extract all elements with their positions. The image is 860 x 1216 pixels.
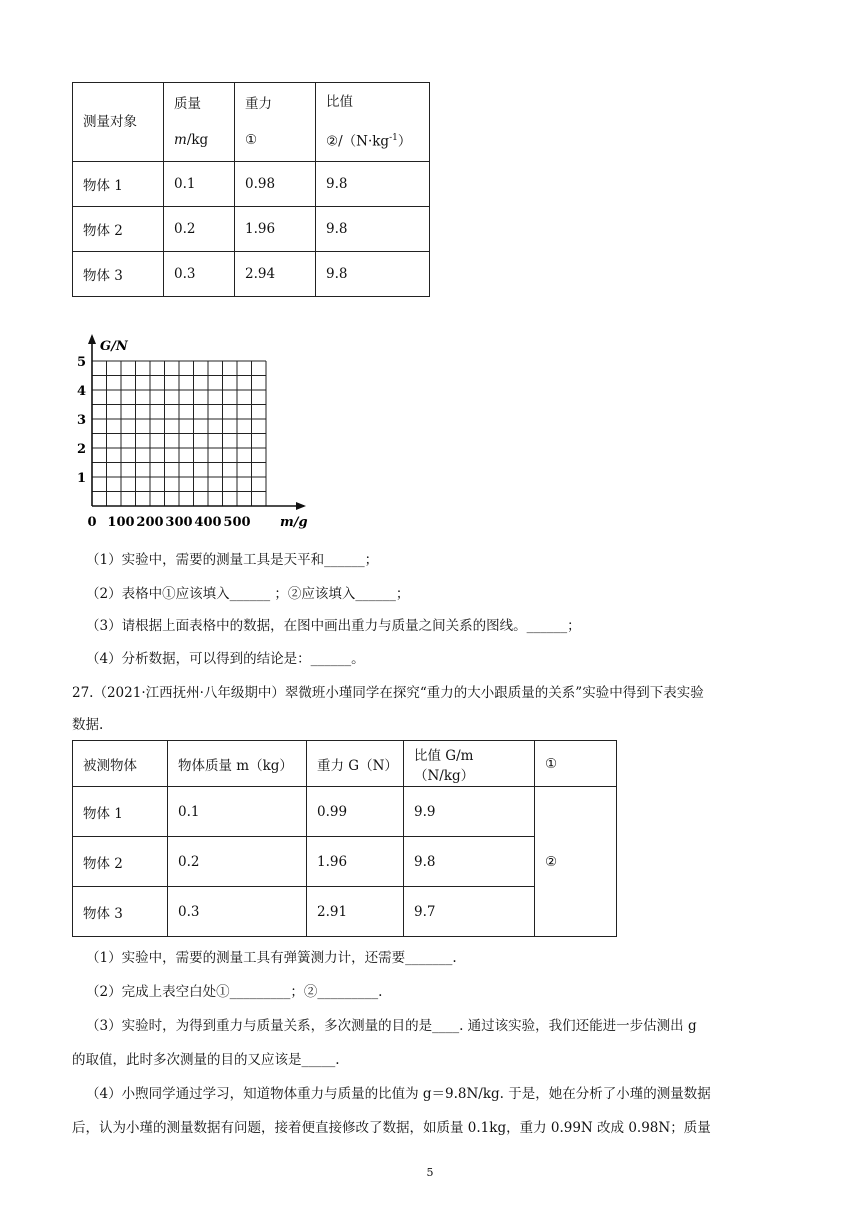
table-cell: 0.1 <box>164 162 235 207</box>
header-cell: 被测物体 <box>73 741 168 787</box>
y-axis-label: G/N <box>100 339 128 354</box>
header-cell: ① <box>535 741 617 787</box>
q26-line-3: （3）请根据上面表格中的数据，在图中画出重力与质量之间关系的图线。______； <box>86 618 581 634</box>
q26-line-4: （4）分析数据，可以得到的结论是：______。 <box>86 651 365 667</box>
header-cell: 重力 G（N） <box>307 741 404 787</box>
header-cell <box>316 83 430 162</box>
header-text: ① <box>245 132 258 148</box>
x-tick-label: 0 <box>87 515 97 530</box>
q27-title: 27.（2021·江西抚州·八年级期中）翠微班小瑾同学在探究“重力的大小跟质量的关系”实验中得到下表实验 <box>72 685 704 701</box>
mass-symbol: m <box>174 132 187 148</box>
table-row <box>73 787 617 837</box>
table-cell: 物体 2 <box>73 837 168 887</box>
x-tick-label: 100 <box>107 515 135 530</box>
header-text <box>326 120 419 160</box>
y-tick-label: 5 <box>76 355 86 370</box>
y-tick-label: 4 <box>76 384 86 399</box>
table-cell: 0.98 <box>235 162 316 207</box>
table-cell: 2.94 <box>235 252 316 297</box>
header-sup: -1 <box>389 133 398 144</box>
merged-cell: ② <box>535 787 617 937</box>
header-text <box>174 122 224 158</box>
header-text: 比值 <box>326 94 353 111</box>
q27-line-3-cont: 的取值，此时多次测量的目的又应该是_____. <box>72 1052 340 1068</box>
table-cell: 9.8 <box>404 837 535 887</box>
header-cell <box>164 83 235 162</box>
q26-line-2: （2）表格中①应该填入______ ；②应该填入______； <box>86 586 410 602</box>
header-cell <box>235 83 316 162</box>
table-cell: 9.8 <box>316 207 430 252</box>
chart-grid <box>92 361 266 506</box>
q27-line-3: （3）实验时，为得到重力与质量关系，多次测量的目的是____. 通过该实验，我们还能进一步估测出 g <box>86 1018 697 1034</box>
table-cell: 物体 1 <box>73 787 168 837</box>
table-cell: 0.3 <box>168 887 307 937</box>
header-text: 重力 <box>245 96 272 112</box>
y-axis-arrow <box>88 334 96 344</box>
table-cell: 9.9 <box>404 787 535 837</box>
x-axis-label: m/g <box>280 515 308 530</box>
x-tick-label: 300 <box>165 515 193 530</box>
table-cell: 9.8 <box>316 252 430 297</box>
grid-chart <box>72 330 322 532</box>
y-tick-label: 2 <box>76 442 86 457</box>
q26-line-1: （1）实验中，需要的测量工具是天平和______； <box>86 552 379 568</box>
q27-line-2: （2）完成上表空白处①_________；②_________. <box>86 984 383 1000</box>
header-cell: 物体质量 m（kg） <box>168 741 307 787</box>
table-row <box>73 162 430 207</box>
chart-ticks <box>77 355 251 530</box>
header-text: 测量对象 <box>83 114 137 130</box>
q27-line-1: （1）实验中，需要的测量工具有弹簧测力计，还需要_______. <box>86 950 457 966</box>
table-2-header-row <box>73 741 617 787</box>
q27-title-cont: 数据. <box>72 717 104 733</box>
table-cell: 9.7 <box>404 887 535 937</box>
y-tick-label: 3 <box>76 413 86 428</box>
header-text: 质量 <box>174 96 201 112</box>
table-cell: 0.1 <box>168 787 307 837</box>
x-tick-label: 500 <box>223 515 251 530</box>
table-cell: 物体 3 <box>73 252 164 297</box>
header-unit: ） <box>397 133 412 150</box>
table-cell: 0.3 <box>164 252 235 297</box>
x-axis-arrow <box>296 502 306 510</box>
q27-line-4: （4）小煦同学通过学习，知道物体重力与质量的比值为 g＝9.8N/kg. 于是，她在分析了小瑾的测量数据 <box>86 1086 711 1102</box>
header-cell <box>73 83 164 162</box>
table-1-header-row <box>73 83 430 162</box>
page-number: 5 <box>426 1166 434 1179</box>
table-cell: 0.2 <box>168 837 307 887</box>
table-cell: 物体 3 <box>73 887 168 937</box>
table-row <box>73 207 430 252</box>
q27-line-4-cont: 后，认为小瑾的测量数据有问题，接着便直接修改了数据，如质量 0.1kg，重力 0.99N 改成 0.98N；质量 <box>72 1120 711 1136</box>
table-1 <box>72 82 430 297</box>
table-cell: 2.91 <box>307 887 404 937</box>
header-unit: /kg <box>186 132 209 148</box>
header-cell: 比值 G/m（N/kg） <box>404 741 535 787</box>
x-tick-label: 200 <box>136 515 164 530</box>
table-cell: 9.8 <box>316 162 430 207</box>
table-cell: 0.99 <box>307 787 404 837</box>
table-cell: 1.96 <box>235 207 316 252</box>
x-tick-label: 400 <box>194 515 222 530</box>
table-cell: 物体 1 <box>73 162 164 207</box>
table-cell: 1.96 <box>307 837 404 887</box>
table-cell: 0.2 <box>164 207 235 252</box>
header-unit: ②/（N·kg <box>326 133 390 150</box>
table-2 <box>72 740 617 937</box>
table-row <box>73 252 430 297</box>
table-cell: 物体 2 <box>73 207 164 252</box>
y-tick-label: 1 <box>76 471 86 486</box>
